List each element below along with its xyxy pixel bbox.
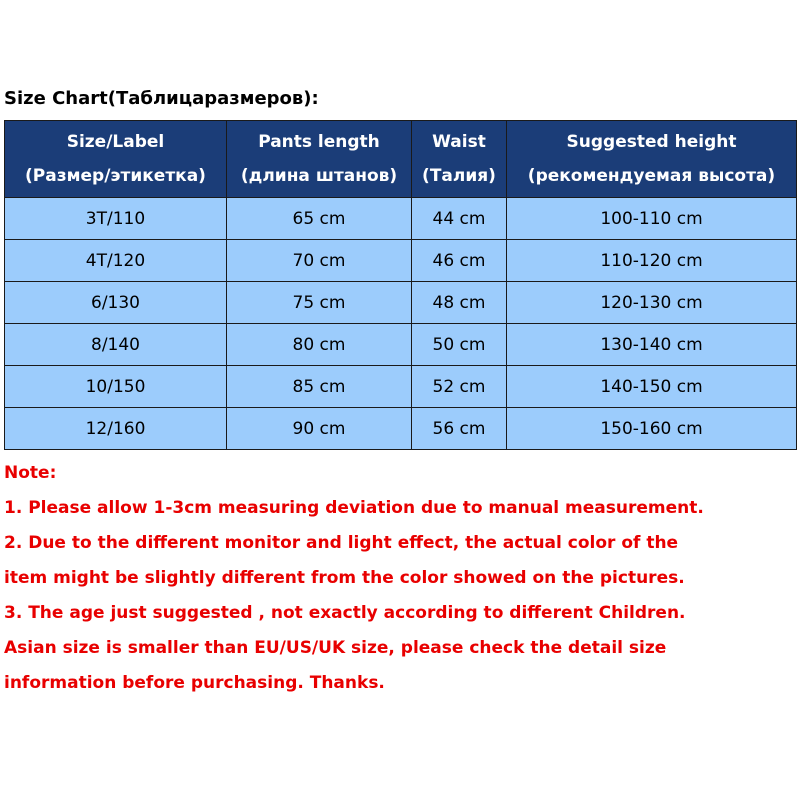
cell-pants-length: 80 cm — [227, 324, 412, 366]
header-size-label — [5, 121, 227, 198]
header-waist — [412, 121, 507, 198]
cell-pants-length: 75 cm — [227, 282, 412, 324]
cell-waist: 48 cm — [412, 282, 507, 324]
size-chart-table — [4, 120, 797, 450]
table-row — [5, 366, 797, 408]
header-text-ru: (Размер/этикетка) — [25, 166, 206, 186]
note-line: 3. The age just suggested , not exactly according to different Children. — [4, 603, 686, 623]
header-text-ru: (длина штанов) — [240, 166, 398, 186]
header-text: Pants length — [258, 132, 380, 152]
table-row — [5, 282, 797, 324]
header-pants-length — [227, 121, 412, 198]
cell-suggested-height: 130-140 cm — [507, 324, 797, 366]
cell-size-label: 3T/110 — [5, 198, 227, 240]
cell-waist: 46 cm — [412, 240, 507, 282]
page-title: Size Chart(Таблицаразмеров): — [4, 88, 319, 109]
header-text-ru: (рекомендуемая высота) — [527, 166, 776, 186]
cell-pants-length: 85 cm — [227, 366, 412, 408]
table-header-row — [5, 121, 797, 198]
header-text-ru: (Талия) — [422, 166, 496, 186]
notes-heading: Note: — [4, 463, 57, 483]
cell-pants-length: 90 cm — [227, 408, 412, 450]
table-row — [5, 240, 797, 282]
cell-pants-length: 70 cm — [227, 240, 412, 282]
cell-suggested-height: 110-120 cm — [507, 240, 797, 282]
cell-waist: 44 cm — [412, 198, 507, 240]
header-text: Suggested height — [566, 132, 737, 152]
cell-pants-length: 65 cm — [227, 198, 412, 240]
cell-waist: 56 cm — [412, 408, 507, 450]
notes-section — [4, 456, 800, 701]
note-line: item might be slightly different from the color showed on the pictures. — [4, 568, 685, 588]
cell-suggested-height: 150-160 cm — [507, 408, 797, 450]
table-row — [5, 198, 797, 240]
cell-suggested-height: 100-110 cm — [507, 198, 797, 240]
cell-size-label: 4T/120 — [5, 240, 227, 282]
table-row — [5, 324, 797, 366]
cell-size-label: 12/160 — [5, 408, 227, 450]
note-line: 1. Please allow 1-3cm measuring deviation due to manual measurement. — [4, 498, 704, 518]
header-text: Waist — [432, 132, 486, 152]
note-line: 2. Due to the different monitor and light effect, the actual color of the — [4, 533, 679, 553]
header-suggested-height — [507, 121, 797, 198]
header-text: Size/Label — [66, 132, 165, 152]
cell-waist: 50 cm — [412, 324, 507, 366]
cell-suggested-height: 120-130 cm — [507, 282, 797, 324]
note-line: information before purchasing. Thanks. — [4, 673, 385, 693]
note-line: Asian size is smaller than EU/US/UK size, please check the detail size — [4, 638, 667, 658]
cell-size-label: 10/150 — [5, 366, 227, 408]
table-row — [5, 408, 797, 450]
cell-suggested-height: 140-150 cm — [507, 366, 797, 408]
cell-size-label: 6/130 — [5, 282, 227, 324]
cell-size-label: 8/140 — [5, 324, 227, 366]
cell-waist: 52 cm — [412, 366, 507, 408]
